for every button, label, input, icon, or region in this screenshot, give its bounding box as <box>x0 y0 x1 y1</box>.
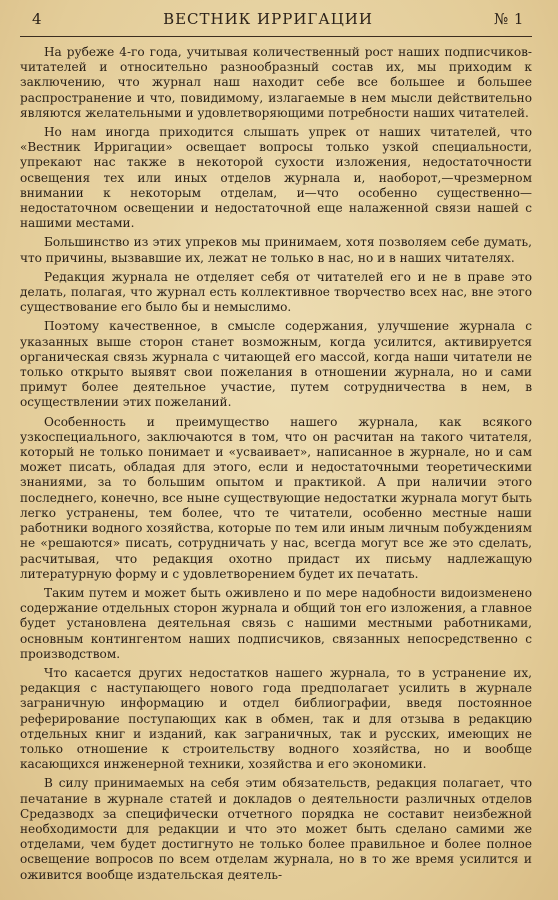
journal-title: ВЕСТНИК ИРРИГАЦИИ <box>163 10 373 28</box>
paragraph: Редакция журнала не отделяет себя от читателей его и не в праве это делать, полагая, что журнал есть коллективное творчество всех нас, вне этого существование его было бы и немыслимо. <box>20 269 532 315</box>
issue-number: № 1 <box>493 10 524 28</box>
running-header <box>20 10 532 34</box>
paragraph: Но нам иногда приходится слышать упрек от наших читателей, что «Вестник Ирригации» освещает вопросы только узкой специальности, упрекают нас также в некоторой сухости изложения, недостаточности освещения тех или иных отделов журнала и, наоборот,—чрезмерном внимании к некоторым отделам, и—что особенно существенно—недостаточном освещении и недостаточной еще налаженной связи нашей с нашими местами. <box>20 125 532 231</box>
paragraph: Что касается других недостатков нашего журнала, то в устранение их, редакция с наступающего нового года предполагает усилить в журнале заграничную информацию и отдел библиографии, введя постоянное реферирование поступающих как в обмен, так и для отзыва в редакцию отдельных книг и изданий, как заграничных, так и русских, имеющих не только отношение к строительству водного хозяйства, но и вообще касающихся инженерной техники, хозяйства и его экономики. <box>20 665 532 772</box>
article-body <box>20 45 532 883</box>
header-rule <box>20 36 532 37</box>
paragraph: На рубеже 4-го года, учитывая количественный рост наших подписчиков-читателей и относительно разнообразный состав их, мы приходим к заключению, что журнал наш находит себе все большее и большее распространение и что, повидимому, излагаемые в нем мысли действительно являются желательными и удовлетворяющими потребности наших читателей. <box>20 45 532 120</box>
page-number: 4 <box>32 10 43 28</box>
paragraph: Большинство из этих упреков мы принимаем, хотя позволяем себе думать, что причины, вызвавшие их, лежат не только в нас, но и в наших читателях. <box>20 235 532 265</box>
paragraph: Особенность и преимущество нашего журнала, как всякого узкоспециального, заключаются в том, что он расчитан на такого читателя, который не только понимает и «усваивает», написанное в журнале, но и сам может писать, обладая для этого, если и недостаточными теоретическими знаниями, за то большим опытом и практикой. А при наличии этого последнего, конечно, все ныне существующие недостатки журнала могут быть легко устранены, тем более, что те читатели, особенно местные наши работники водного хозяйства, которые по тем или иным личным побуждениям не «решаются» писать, сотрудничать у нас, всегда могут все же это сделать, расчитывая, что редакция охотно придаст их письму надлежащую литературную форму и с удовлетворением будет их печатать. <box>20 414 532 581</box>
paragraph: В силу принимаемых на себя этим обязательств, редакция полагает, что печатание в журнале статей и докладов о деятельности различных отделов Средазводх за специфически отчетного порядка не составит неизбежной необходимости для редакции и что это может быть сделано самими же отделами, чем будет достигнуто не только более правильное и более полное освещение вопросов по всем отделам журнала, но в то же время усилится и оживится вообще издательская деятель- <box>20 776 532 882</box>
paragraph: Таким путем и может быть оживлено и по мере надобности видоизменено содержание отдельных сторон журнала и общий тон его изложения, а главное будет установлена деятельная связь с нашими местными работниками, основным контингентом наших подписчиков, связанных непосредственно с производством. <box>20 585 532 661</box>
paragraph: Поэтому качественное, в смысле содержания, улучшение журнала с указанных выше сторон станет возможным, когда усилится, активируется органическая связь журнала с читающей его массой, когда наши читатели не только открыто выявят свои пожелания в отношении журнала, но и сами примут более деятельное участие, путем сотрудничества в нем, в осуществлении этих пожеланий. <box>20 319 532 410</box>
